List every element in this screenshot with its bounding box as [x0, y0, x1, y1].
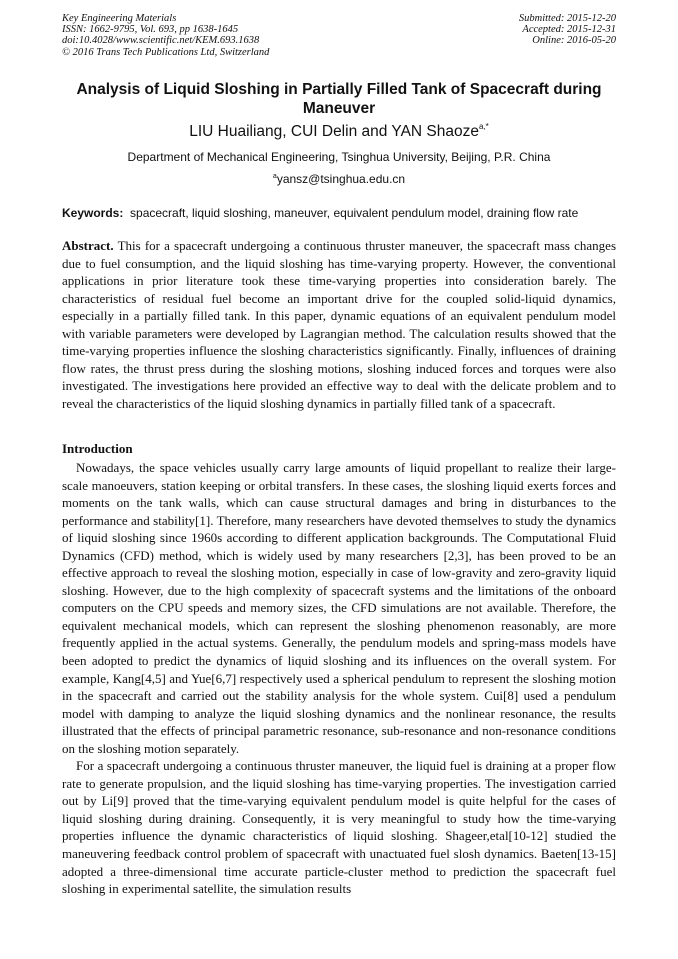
- publication-dates: [519, 13, 616, 47]
- keywords-label: Keywords:: [62, 206, 124, 220]
- accepted-date: Accepted: 2015-12-31: [522, 24, 616, 36]
- submitted-date: Submitted: 2015-12-20: [518, 13, 616, 24]
- keywords-list: spacecraft, liquid sloshing, maneuver, equivalent pendulum model, draining flow rate: [130, 206, 579, 220]
- keywords: [62, 206, 578, 221]
- introduction-body: [62, 459, 616, 898]
- email-marker: a: [272, 173, 277, 180]
- author-affiliation-marker: a,*: [478, 122, 489, 131]
- author-list: [40, 122, 638, 142]
- abstract-text: This for a spacecraft undergoing a continuous thruster maneuver, the spacecraft mass changes due to fuel consumption, and the liquid sloshing has time-varying property. However, the conventional applications in prior literature took these time-varying properties into consideration barely. The characteristics of residual fuel become an important drive for the coupled solid-liquid dynamics, especially in a partially filled tank. In this paper, dynamic equations of an equivalent pendulum model with variable parameters were developed by Lagrangian method. The calculation results showed that the time-varying properties influence the sloshing characteristics significantly. Finally, influences of draining flow rates, the thrust press during the sloshing motions, sloshing induced forces and torques were also investigated. The investigations here provided an effective way to deal with the delicate problem and to reveal the characteristics of the liquid sloshing dynamics in partially filled tank of a spacecraft.: [62, 238, 617, 411]
- journal-info: [62, 13, 269, 58]
- paragraph: For a spacecraft undergoing a continuous thruster maneuver, the liquid fuel is draining at a proper flow rate to generate propulsion, and the liquid sloshing has time-varying properties. The investigation carried out by Li[9] proved that the time-varying equivalent pendulum model is quite helpful for the cases of liquid sloshing during draining. Consequently, it is very meaningful to study how the time-varying properties influence the dynamic characteristics of liquid sloshing. Shageer,etal[10-12] studied the maneuvering feedback control problem of spacecraft with unactuated fuel slosh dynamics. Baeten[13-15] adopted a three-dimensional time accurate particle-cluster method to prediction the spacecraft fuel sloshing in experimental satellite, the simulation results: [62, 758, 616, 897]
- section-heading-introduction: Introduction: [62, 441, 133, 456]
- journal-name: Key Engineering Materials: [62, 13, 177, 24]
- online-date: Online: 2016-05-20: [532, 35, 616, 47]
- affiliation: Department of Mechanical Engineering, Tsinghua University, Beijing, P.R. China: [127, 150, 551, 164]
- abstract-label: Abstract.: [62, 238, 114, 253]
- contact-email: [40, 172, 638, 187]
- paragraph: Nowadays, the space vehicles usually carry large amounts of liquid propellant to realize their large-scale manoeuvers, station keeping or orbital transfers. In these cases, the sloshing liquid exerts forces and moments on the tank walls, which can cause structural damages and bring in disturbances to the performance and stability[1]. Therefore, many researchers have devoted themselves to study the dynamics of liquid sloshing since 1960s according to different application backgrounds. The Computational Fluid Dynamics (CFD) method, which is widely used by many researchers [2,3], has been proved to be an effective approach to reveal the sloshing motion, especially in case of low-gravity and zero-gravity liquid sloshing. However, due to the high complexity of spacecraft systems and the limitations of the onboard computers on the CPU speeds and memory sizes, the CFD simulations are not available. Therefore, the equivalent mechanical models, which can represent the sloshing phenomenon reasonably, are more frequently applied in the actual systems. Generally, the pendulum models and spring-mass models have been adopted to predict the dynamics of liquid sloshing and its influences on the overall system. For example, Kang[4,5] and Yue[6,7] respectively used a spherical pendulum to represent the sloshing motion in the spacecraft and carried out the stability analysis for the whole system. Cui[8] used a pendulum model with damping to analyze the liquid sloshing dynamics and the nonlinear resonance, the results illustrated that the effects of principal parametric resonance, sub-resonance and non-resonance conditions on the sloshing motion separately.: [62, 460, 616, 756]
- journal-doi[interactable]: doi:10.4028/www.scientific.net/KEM.693.1638: [62, 35, 260, 47]
- email-address[interactable]: yansz@tsinghua.edu.cn: [276, 172, 406, 186]
- authors: LIU Huailiang, CUI Delin and YAN Shaoze: [189, 123, 479, 140]
- paper-title: Analysis of Liquid Sloshing in Partially Filled Tank of Spacecraft during Maneuver: [76, 81, 602, 117]
- abstract: [62, 237, 616, 412]
- journal-copyright: © 2016 Trans Tech Publications Ltd, Switzerland: [62, 46, 270, 58]
- journal-issn: ISSN: 1662-9795, Vol. 693, pp 1638-1645: [62, 24, 239, 36]
